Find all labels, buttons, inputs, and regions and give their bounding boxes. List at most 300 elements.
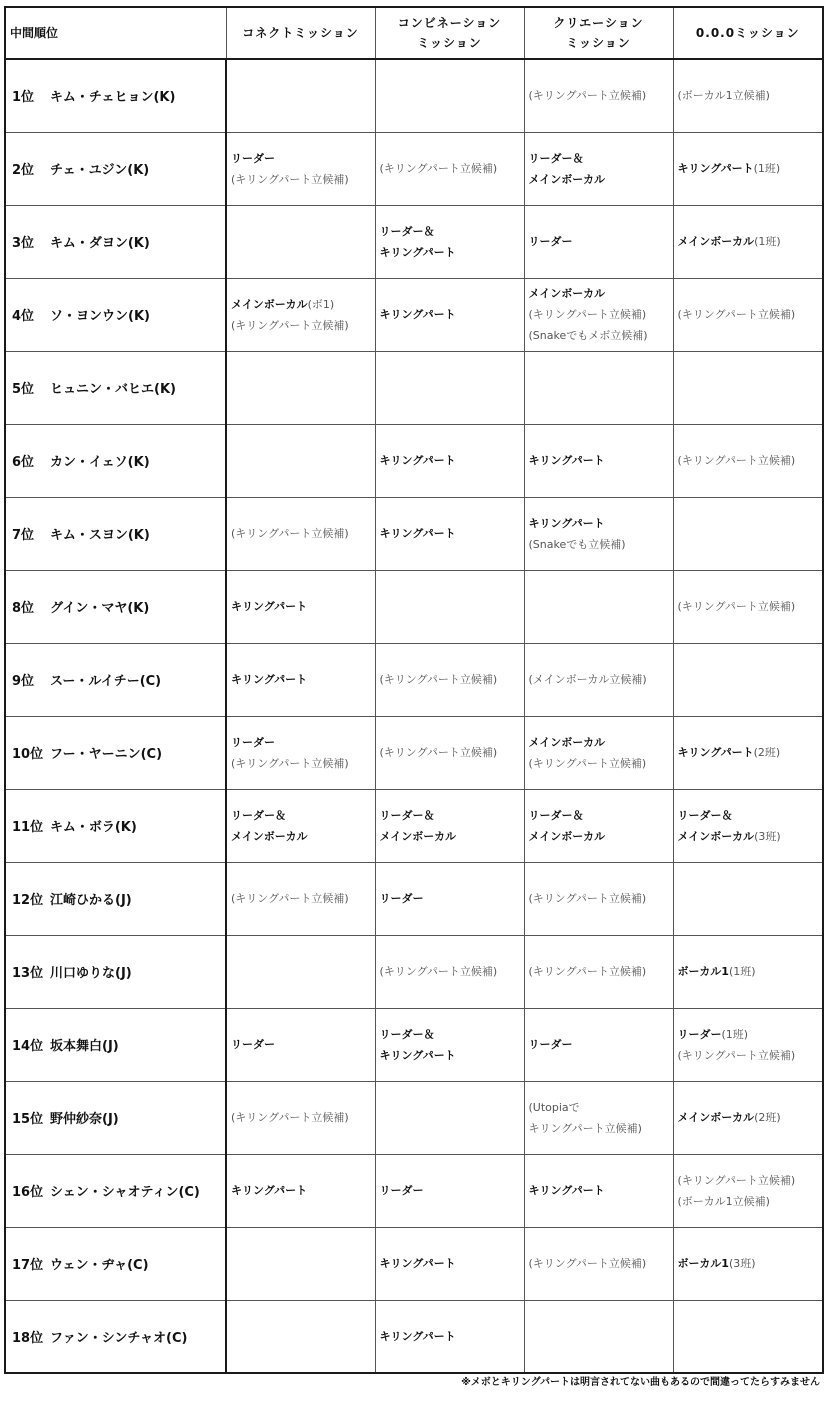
- note-text: (Snakeでもメボ立候補): [528, 329, 648, 342]
- mission-cell: [524, 862, 673, 935]
- mission-cell: [226, 935, 375, 1008]
- cell-line: [380, 450, 520, 471]
- table-row: [5, 643, 823, 716]
- rank-name-cell: [5, 1154, 226, 1227]
- mission-cell: [673, 132, 823, 205]
- trainee-name: スー・ルイチー(C): [50, 674, 162, 689]
- cell-line: [380, 888, 520, 909]
- rank-label: 9位: [12, 674, 35, 689]
- role-text: リーダー＆: [528, 151, 584, 165]
- mission-roles-table: [4, 6, 824, 1374]
- cell-line: [678, 1170, 819, 1191]
- role-text: リーダー: [677, 1027, 722, 1041]
- cell-line: [529, 1097, 669, 1118]
- table-row: [5, 789, 823, 862]
- note-text: (ボーカル1立候補): [677, 89, 770, 103]
- role-text: メインボーカル: [528, 735, 606, 749]
- mission-cell: [673, 424, 823, 497]
- cell-line: [231, 753, 371, 774]
- mission-cell: [524, 1227, 673, 1300]
- mission-cell: [524, 351, 673, 424]
- table-row: [5, 1008, 823, 1081]
- mission-cell: [524, 497, 673, 570]
- rank-name-cell: [5, 205, 226, 278]
- table-row: [5, 935, 823, 1008]
- cell-line: [529, 148, 669, 169]
- mission-cell: [673, 643, 823, 716]
- table-row: [5, 424, 823, 497]
- rank-label: 15位: [12, 1112, 44, 1127]
- table-row: [5, 205, 823, 278]
- note-text: (2班): [754, 1111, 781, 1124]
- cell-line: [678, 1045, 819, 1066]
- rank-label: 3位: [12, 236, 35, 251]
- role-text: キリングパート: [528, 516, 605, 530]
- mission-cell: [673, 1227, 823, 1300]
- role-text: リーダー: [231, 735, 275, 749]
- note-text: (Utopiaで: [528, 1100, 580, 1114]
- role-text: リーダー: [528, 1038, 573, 1051]
- header-line: 0.0.0ミッション: [695, 26, 800, 40]
- trainee-name: ソ・ヨンウン(K): [50, 309, 150, 324]
- table-row: [5, 1154, 823, 1227]
- mission-cell: [375, 570, 524, 643]
- note-text: (キリングパート立候補): [677, 308, 796, 321]
- cell-line: [678, 1191, 819, 1212]
- note-text: (キリングパート立候補): [231, 756, 349, 770]
- cell-line: [678, 826, 819, 847]
- note-text: (キリングパート立候補): [231, 172, 349, 186]
- cell-line: [380, 669, 520, 690]
- mission-cell: [226, 1154, 375, 1227]
- mission-cell: [375, 1227, 524, 1300]
- header-mission-2: [375, 7, 524, 59]
- mission-cell: [375, 424, 524, 497]
- cell-line: [231, 1180, 371, 1201]
- role-text: キリングパート: [231, 673, 308, 686]
- role-text: メインボーカル: [379, 829, 457, 843]
- mission-cell: [375, 862, 524, 935]
- header-mission-4: [673, 7, 823, 59]
- mission-cell: [375, 1300, 524, 1373]
- mission-cell: [375, 1154, 524, 1227]
- cell-line: [529, 669, 669, 690]
- note-text: (キリングパート立候補): [528, 965, 647, 978]
- mission-cell: [673, 59, 823, 132]
- note-text: (キリングパート立候補): [379, 746, 498, 759]
- table-row: [5, 59, 823, 132]
- cell-line: [529, 85, 669, 106]
- cell-line: [678, 85, 819, 106]
- cell-line: [231, 315, 371, 336]
- cell-line: [380, 1253, 520, 1274]
- cell-line: [380, 961, 520, 982]
- table-row: [5, 716, 823, 789]
- cell-line: [678, 596, 819, 617]
- cell-line: [529, 961, 669, 982]
- rank-label: 8位: [12, 601, 35, 616]
- trainee-name: 江崎ひかる(J): [50, 893, 132, 908]
- cell-line: [529, 325, 669, 346]
- rank-name-cell: [5, 278, 226, 351]
- rank-label: 17位: [12, 1258, 44, 1273]
- mission-cell: [375, 59, 524, 132]
- note-text: (ボ1): [307, 297, 335, 311]
- cell-line: [678, 805, 819, 826]
- cell-line: [231, 732, 371, 753]
- cell-line: [380, 1024, 520, 1045]
- table-row: [5, 1300, 823, 1373]
- note-text: (キリングパート立候補): [677, 1048, 796, 1062]
- role-text: メインボーカル: [231, 297, 308, 311]
- role-text: キリングパート: [677, 162, 754, 175]
- rank-label: 2位: [12, 163, 35, 178]
- note-text: (キリングパート立候補): [379, 162, 498, 175]
- rank-label: 16位: [12, 1185, 44, 1200]
- rank-name-cell: [5, 789, 226, 862]
- cell-line: [678, 1024, 819, 1045]
- trainee-name: ウェン・ヂャ(C): [50, 1258, 149, 1273]
- mission-cell: [375, 935, 524, 1008]
- mission-cell: [226, 789, 375, 862]
- mission-cell: [375, 278, 524, 351]
- role-text: リーダー＆: [379, 1027, 435, 1041]
- rank-name-cell: [5, 1300, 226, 1373]
- trainee-name: キム・スヨン(K): [50, 528, 150, 543]
- role-text: リーダー: [231, 151, 275, 165]
- role-text: リーダー＆: [231, 808, 286, 822]
- note-text: (キリングパート立候補): [528, 892, 647, 905]
- mission-cell: [673, 278, 823, 351]
- role-text: ボーカル1: [677, 1257, 729, 1270]
- cell-line: [678, 304, 819, 325]
- rank-name-cell: [5, 497, 226, 570]
- role-text: キリングパート: [379, 454, 456, 467]
- mission-cell: [524, 1081, 673, 1154]
- role-text: キリングパート: [677, 746, 754, 759]
- mission-cell: [673, 1154, 823, 1227]
- role-text: リーダー＆: [379, 808, 435, 822]
- header-line: ミッション: [417, 36, 482, 50]
- mission-cell: [226, 132, 375, 205]
- mission-cell: [524, 716, 673, 789]
- note-text: (キリングパート立候補): [528, 89, 647, 103]
- rank-name-cell: [5, 59, 226, 132]
- role-text: キリングパート: [379, 1329, 456, 1343]
- note-text: (3班): [728, 1257, 756, 1270]
- cell-line: [529, 534, 669, 555]
- cell-line: [529, 1253, 669, 1274]
- trainee-name: 野仲紗奈(J): [50, 1112, 119, 1127]
- role-text: キリングパート: [379, 308, 456, 321]
- rank-label: 4位: [12, 309, 35, 324]
- note-text: キリングパート立候補): [528, 1121, 642, 1135]
- header-line: クリエーション: [553, 16, 644, 30]
- table-body: [5, 59, 823, 1373]
- mission-cell: [375, 1081, 524, 1154]
- cell-line: [678, 961, 819, 982]
- role-text: メインボーカル: [677, 1111, 755, 1124]
- rank-name-cell: [5, 132, 226, 205]
- mission-cell: [673, 1300, 823, 1373]
- header-line: コンビネーション: [397, 16, 502, 30]
- role-text: キリングパート: [379, 527, 456, 540]
- cell-line: [678, 1107, 819, 1128]
- cell-line: [529, 732, 669, 753]
- mission-cell: [226, 351, 375, 424]
- note-text: (キリングパート立候補): [231, 892, 349, 905]
- role-text: キリングパート: [528, 1184, 605, 1197]
- note-text: (キリングパート立候補): [528, 308, 647, 321]
- rank-name-cell: [5, 935, 226, 1008]
- rank-name-cell: [5, 424, 226, 497]
- header-line: コネクトミッション: [242, 26, 359, 40]
- header-row: [5, 7, 823, 59]
- role-text: メインボーカル: [528, 287, 606, 300]
- mission-cell: [524, 935, 673, 1008]
- note-text: (1班): [753, 162, 781, 175]
- mission-cell: [226, 59, 375, 132]
- cell-line: [231, 1107, 371, 1128]
- cell-line: [380, 304, 520, 325]
- cell-line: [678, 1253, 819, 1274]
- role-text: リーダー＆: [379, 224, 435, 238]
- mission-cell: [673, 351, 823, 424]
- rank-label: 7位: [12, 528, 35, 543]
- cell-line: [231, 669, 371, 690]
- note-text: (ボーカル1立候補): [677, 1194, 770, 1208]
- cell-line: [529, 1118, 669, 1139]
- cell-line: [231, 294, 371, 315]
- mission-cell: [375, 643, 524, 716]
- footnote: ※メボとキリングパートは明言されてない曲もあるので間違ってたらすみません: [461, 1377, 820, 1388]
- header-mission-1: [226, 7, 375, 59]
- cell-line: [678, 231, 819, 252]
- rank-name-cell: [5, 351, 226, 424]
- mission-cell: [226, 1300, 375, 1373]
- role-text: リーダー: [528, 235, 573, 248]
- trainee-name: グイン・マヤ(K): [50, 601, 150, 616]
- cell-line: [529, 888, 669, 909]
- trainee-name: キム・ボラ(K): [50, 820, 137, 835]
- rank-name-cell: [5, 1081, 226, 1154]
- cell-line: [529, 513, 669, 534]
- cell-line: [380, 742, 520, 763]
- role-text: リーダー: [379, 1184, 424, 1197]
- note-text: (キリングパート立候補): [677, 454, 796, 467]
- role-text: リーダー＆: [677, 808, 733, 822]
- trainee-name: カン・イェソ(K): [50, 455, 150, 470]
- role-text: メインボーカル: [528, 829, 606, 843]
- mission-cell: [673, 716, 823, 789]
- header-line: ミッション: [566, 36, 631, 50]
- mission-cell: [375, 1008, 524, 1081]
- note-text: (2班): [753, 746, 781, 759]
- mission-cell: [673, 497, 823, 570]
- trainee-name: シェン・シャオティン(C): [50, 1185, 200, 1200]
- note-text: (キリングパート立候補): [677, 1173, 796, 1187]
- role-text: ボーカル1: [677, 965, 729, 978]
- mission-cell: [524, 278, 673, 351]
- mission-cell: [226, 424, 375, 497]
- rank-label: 10位: [12, 747, 44, 762]
- note-text: (キリングパート立候補): [528, 1257, 647, 1270]
- rank-label: 6位: [12, 455, 35, 470]
- mission-cell: [375, 789, 524, 862]
- trainee-name: ヒュニン・バヒエ(K): [50, 382, 176, 397]
- mission-cell: [226, 1227, 375, 1300]
- mission-cell: [226, 278, 375, 351]
- cell-line: [231, 596, 371, 617]
- mission-cell: [226, 862, 375, 935]
- cell-line: [529, 805, 669, 826]
- role-text: メインボーカル: [677, 235, 755, 248]
- mission-cell: [226, 497, 375, 570]
- rank-name-cell: [5, 570, 226, 643]
- mission-cell: [524, 1154, 673, 1227]
- mission-cell: [673, 789, 823, 862]
- mission-cell: [375, 205, 524, 278]
- header-rank: 中間順位: [5, 7, 226, 59]
- cell-line: [678, 450, 819, 471]
- cell-line: [678, 158, 819, 179]
- cell-line: [529, 231, 669, 252]
- cell-line: [380, 242, 520, 263]
- mission-cell: [524, 1300, 673, 1373]
- trainee-name: 坂本舞白(J): [50, 1039, 119, 1054]
- mission-cell: [524, 789, 673, 862]
- cell-line: [231, 169, 371, 190]
- cell-line: [529, 283, 669, 304]
- mission-cell: [524, 424, 673, 497]
- mission-cell: [524, 59, 673, 132]
- note-text: (キリングパート立候補): [231, 1111, 349, 1124]
- mission-cell: [375, 716, 524, 789]
- cell-line: [529, 304, 669, 325]
- role-text: メインボーカル: [528, 172, 606, 186]
- rank-label: 13位: [12, 966, 44, 981]
- note-text: (キリングパート立候補): [677, 600, 796, 613]
- cell-line: [529, 1034, 669, 1055]
- rank-name-cell: [5, 716, 226, 789]
- cell-line: [380, 826, 520, 847]
- table-row: [5, 132, 823, 205]
- rank-label: 1位: [12, 90, 35, 106]
- trainee-name: チェ・ユジン(K): [50, 163, 150, 178]
- note-text: (キリングパート立候補): [379, 673, 498, 686]
- role-text: キリングパート: [379, 1257, 456, 1270]
- header-mission-3: [524, 7, 673, 59]
- mission-cell: [226, 1008, 375, 1081]
- cell-line: [380, 221, 520, 242]
- trainee-name: フー・ヤーニン(C): [50, 747, 163, 762]
- cell-line: [529, 1180, 669, 1201]
- role-text: キリングパート: [379, 245, 456, 259]
- cell-line: [529, 450, 669, 471]
- mission-cell: [375, 351, 524, 424]
- mission-cell: [673, 205, 823, 278]
- cell-line: [529, 826, 669, 847]
- table-row: [5, 1081, 823, 1154]
- mission-cell: [524, 132, 673, 205]
- mission-cell: [524, 1008, 673, 1081]
- mission-cell: [524, 205, 673, 278]
- mission-cell: [226, 716, 375, 789]
- cell-line: [380, 1326, 520, 1347]
- role-text: リーダー: [379, 892, 424, 905]
- note-text: (3班): [754, 829, 781, 843]
- note-text: (1班): [728, 965, 756, 978]
- rank-label: 5位: [12, 382, 35, 397]
- mission-cell: [226, 205, 375, 278]
- cell-line: [529, 169, 669, 190]
- table-row: [5, 862, 823, 935]
- rank-name-cell: [5, 643, 226, 716]
- cell-line: [380, 1180, 520, 1201]
- table-row: [5, 278, 823, 351]
- mission-cell: [524, 570, 673, 643]
- table-row: [5, 1227, 823, 1300]
- mission-cell: [375, 497, 524, 570]
- cell-line: [380, 158, 520, 179]
- mission-cell: [226, 1081, 375, 1154]
- mission-cell: [673, 935, 823, 1008]
- note-text: (1班): [721, 1027, 749, 1041]
- rank-label: 11位: [12, 820, 44, 835]
- cell-line: [231, 888, 371, 909]
- role-text: メインボーカル: [677, 829, 755, 843]
- trainee-name: キム・ダヨン(K): [50, 236, 150, 251]
- cell-line: [678, 742, 819, 763]
- note-text: (キリングパート立候補): [528, 756, 647, 770]
- rank-name-cell: [5, 862, 226, 935]
- mission-cell: [673, 1081, 823, 1154]
- rank-label: 12位: [12, 893, 44, 908]
- role-text: キリングパート: [379, 1048, 456, 1062]
- note-text: (1班): [754, 235, 781, 248]
- cell-line: [380, 805, 520, 826]
- cell-line: [231, 148, 371, 169]
- cell-line: [231, 826, 371, 847]
- trainee-name: 川口ゆりな(J): [50, 966, 132, 981]
- rank-name-cell: [5, 1008, 226, 1081]
- table-row: [5, 497, 823, 570]
- role-text: キリングパート: [231, 600, 308, 613]
- trainee-name: ファン・シンチャオ(C): [50, 1330, 188, 1346]
- mission-cell: [226, 570, 375, 643]
- rank-label: 14位: [12, 1039, 44, 1054]
- note-text: (キリングパート立候補): [379, 965, 498, 978]
- table-row: [5, 570, 823, 643]
- role-text: キリングパート: [231, 1184, 308, 1197]
- rank-label: 18位: [12, 1330, 44, 1346]
- mission-cell: [226, 643, 375, 716]
- rank-name-cell: [5, 1227, 226, 1300]
- mission-cell: [673, 1008, 823, 1081]
- trainee-name: キム・チェヒョン(K): [50, 90, 176, 106]
- table-row: [5, 351, 823, 424]
- mission-cell: [375, 132, 524, 205]
- cell-line: [231, 805, 371, 826]
- cell-line: [231, 1034, 371, 1055]
- cell-line: [529, 753, 669, 774]
- cell-line: [380, 1045, 520, 1066]
- mission-cell: [524, 643, 673, 716]
- mission-cell: [673, 862, 823, 935]
- note-text: (キリングパート立候補): [231, 318, 349, 332]
- role-text: メインボーカル: [231, 829, 308, 843]
- cell-line: [231, 523, 371, 544]
